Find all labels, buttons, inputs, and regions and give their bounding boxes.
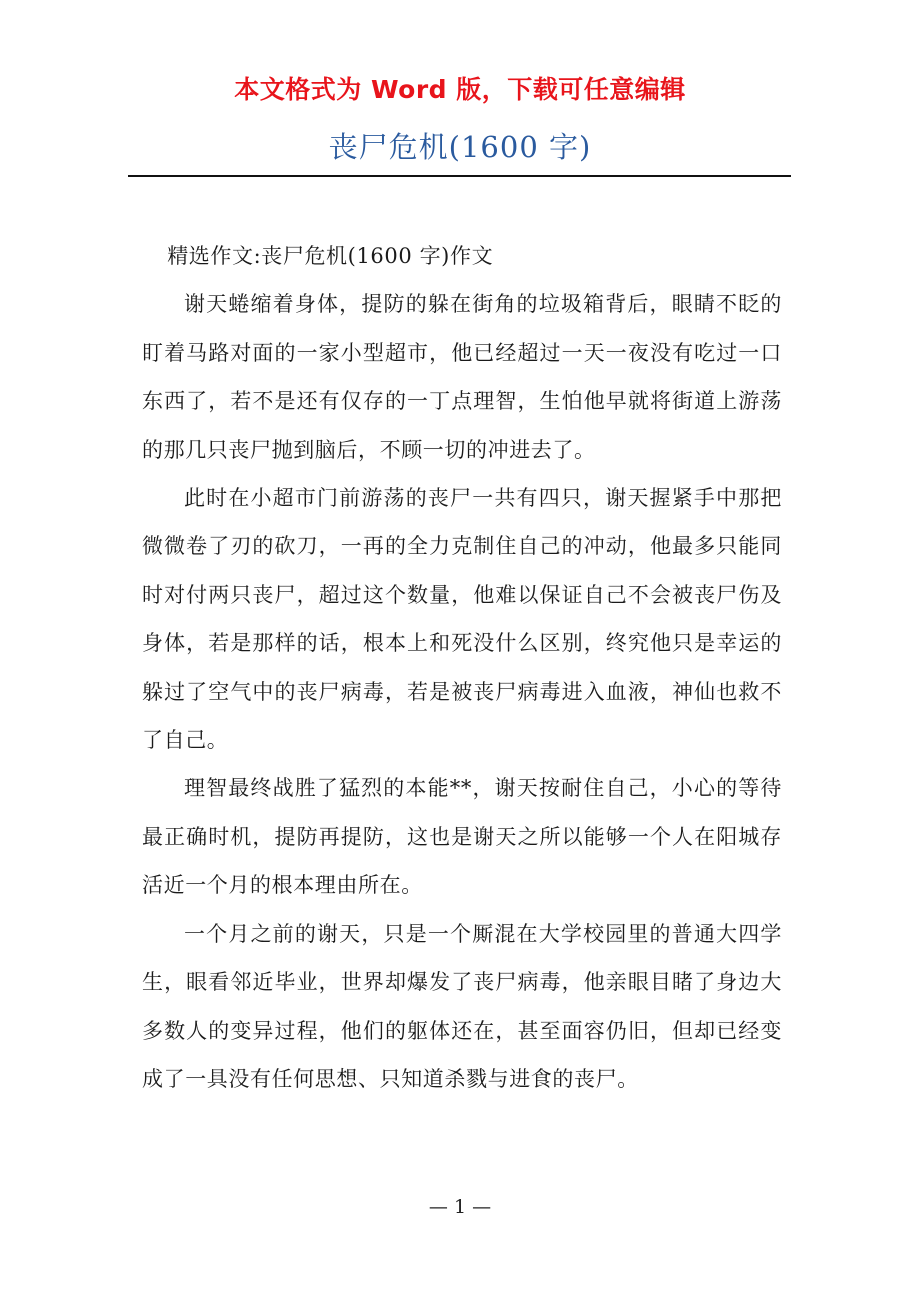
format-banner: 本文格式为 Word 版，下载可任意编辑 [234, 75, 686, 104]
header-divider [128, 175, 791, 177]
paragraph-4: 一个月之前的谢天，只是一个厮混在大学校园里的普通大四学生，眼看邻近毕业，世界却爆发了丧尸病毒，他亲眼目睹了身边大多数人的变异过程，他们的躯体还在，甚至面容仍旧，但却已经变成了一具没有任何思想、只知道杀戮与进食的丧尸。 [142, 921, 782, 1091]
paragraph-2: 此时在小超市门前游荡的丧尸一共有四只，谢天握紧手中那把微微卷了刃的砍刀，一再的全力克制住自己的冲动，他最多只能同时对付两只丧尸，超过这个数量，他难以保证自己不会被丧尸伤及身体，若是那样的话，根本上和死没什么区别，终究他只是幸运的躲过了空气中的丧尸病毒，若是被丧尸病毒进入血液，神仙也救不了自己。 [142, 486, 782, 753]
article-body [142, 232, 782, 1103]
paragraph-1: 谢天蜷缩着身体，提防的躲在街角的垃圾箱背后，眼睛不眨的盯着马路对面的一家小型超市，他已经超过一天一夜没有吃过一口东西了，若不是还有仅存的一丁点理智，生怕他早就将街道上游荡的那几只丧尸抛到脑后，不顾一切的冲进去了。 [142, 292, 782, 462]
document-title: 丧尸危机(1600 字) [328, 130, 592, 164]
paragraph-3: 理智最终战胜了猛烈的本能**，谢天按耐住自己，小心的等待最正确时机，提防再提防，这也是谢天之所以能够一个人在阳城存活近一个月的根本理由所在。 [142, 776, 782, 898]
page-number: — 1 — [428, 1196, 492, 1218]
intro-line: 精选作文:丧尸危机(1600 字)作文 [167, 244, 494, 268]
